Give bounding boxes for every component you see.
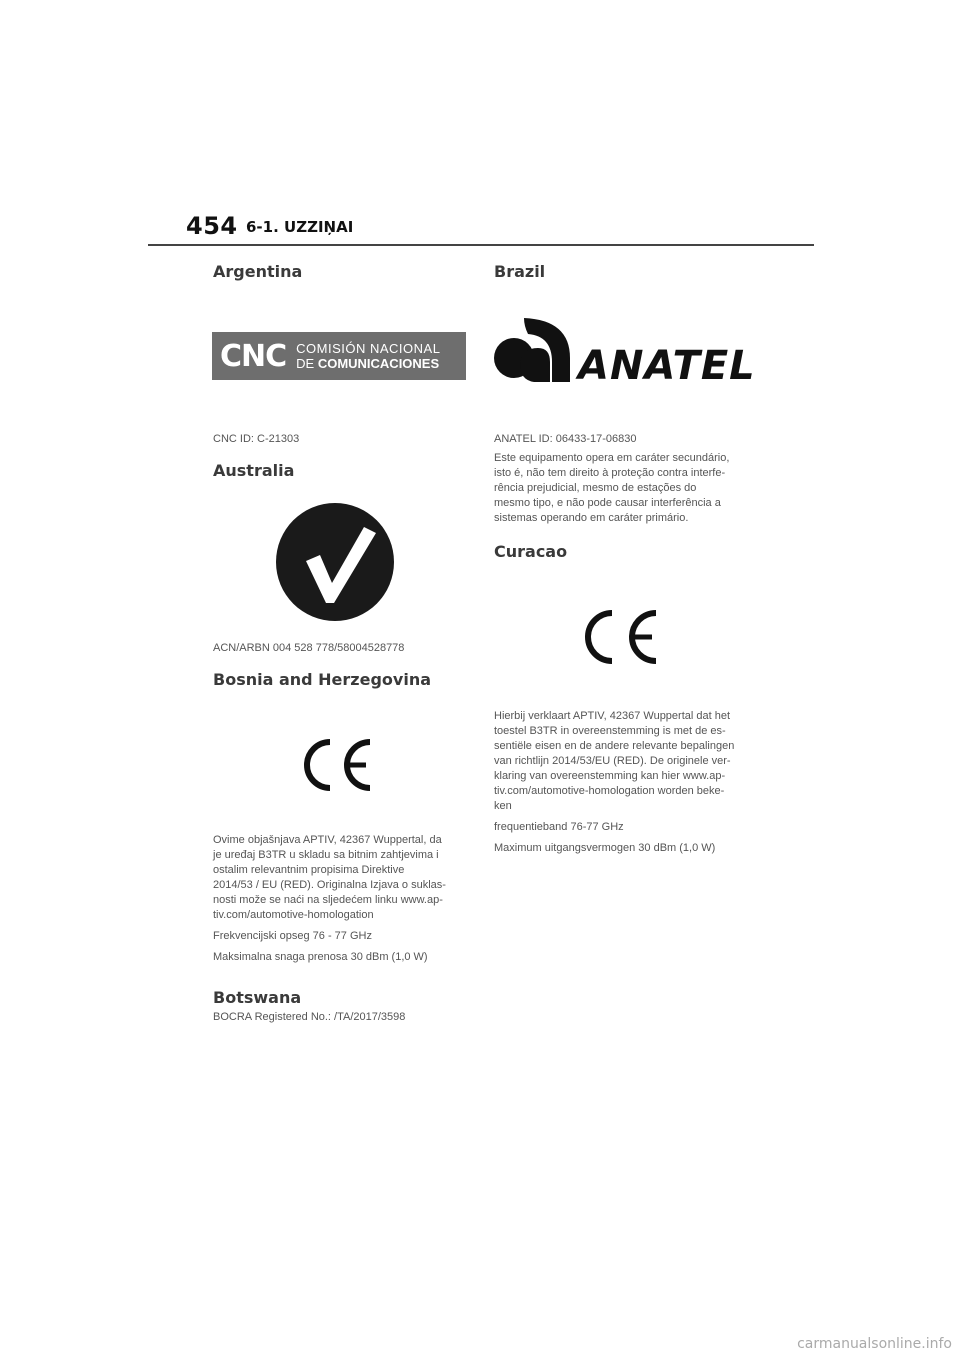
curacao-frequency: frequentieband 76-77 GHz — [494, 821, 624, 833]
bosnia-line: ostalim relevantnim propisima Direktive — [213, 864, 405, 876]
curacao-line: ken — [494, 800, 512, 812]
watermark: carmanualsonline.info — [797, 1336, 952, 1352]
brazil-line: isto é, não tem direito à proteção contra interfe- — [494, 467, 726, 479]
bosnia-frequency: Frekvencijski opseg 76 - 77 GHz — [213, 930, 372, 942]
curacao-line: klaring van overeenstemming kan hier www.ap- — [494, 770, 726, 782]
cnc-logo-mark: CNC — [220, 338, 287, 374]
curacao-line: sentiële eisen en de andere relevante bepalingen — [494, 740, 735, 752]
bosnia-power: Maksimalna snaga prenosa 30 dBm (1,0 W) — [213, 951, 428, 963]
section-title: 6-1. UZZIŅAI — [246, 218, 354, 236]
curacao-declaration — [494, 709, 756, 856]
curacao-line: toestel B3TR in overeenstemming is met de es- — [494, 725, 726, 737]
cnc-id: CNC ID: C-21303 — [213, 433, 300, 445]
header-rule — [148, 244, 814, 246]
ce-mark-icon — [576, 607, 660, 667]
cnc-logo-line2: DE COMUNICACIONES — [296, 356, 440, 371]
brazil-line: mesmo tipo, e não pode causar interferência a — [494, 497, 721, 509]
bosnia-line: nosti može se naći na sljedećem linku www.ap- — [213, 894, 443, 906]
heading-curacao: Curacao — [494, 542, 568, 561]
curacao-power: Maximum uitgangsvermogen 30 dBm (1,0 W) — [494, 842, 716, 854]
brazil-line: rência prejudicial, mesmo de estações do — [494, 482, 697, 494]
bosnia-line: Ovime objašnjava APTIV, 42367 Wuppertal, da — [213, 834, 442, 846]
anatel-id: ANATEL ID: 06433-17-06830 — [494, 433, 637, 445]
brazil-line: sistemas operando em caráter primário. — [494, 512, 689, 524]
anatel-symbol-icon — [494, 318, 570, 382]
bosnia-line: tiv.com/automotive-homologation — [213, 909, 374, 921]
brazil-text — [494, 451, 754, 526]
bosnia-declaration — [213, 833, 473, 965]
curacao-line: Hierbij verklaart APTIV, 42367 Wuppertal dat het — [494, 710, 731, 722]
curacao-line: tiv.com/automotive-homologation worden beke- — [494, 785, 725, 797]
brazil-line: Este equipamento opera em caráter secundário, — [494, 452, 730, 464]
bosnia-line: 2014/53 / EU (RED). Originalna Izjava o suklas- — [213, 879, 446, 891]
bocra-text: BOCRA Registered No.: /TA/2017/3598 — [213, 1011, 406, 1023]
curacao-line: van richtlijn 2014/53/EU (RED). De originele ver- — [494, 755, 731, 767]
heading-argentina: Argentina — [213, 262, 303, 281]
heading-brazil: Brazil — [494, 262, 546, 281]
heading-botswana: Botswana — [213, 988, 302, 1007]
rcm-checkmark-icon — [276, 503, 394, 621]
ce-mark-icon — [296, 736, 374, 794]
page-number: 454 — [186, 212, 238, 240]
cnc-logo — [212, 332, 466, 380]
bosnia-line: je uređaj B3TR u skladu sa bitnim zahtjevima i — [213, 849, 439, 861]
acn-text: ACN/ARBN 004 528 778/58004528778 — [213, 642, 405, 654]
heading-australia: Australia — [213, 461, 295, 480]
heading-bosnia: Bosnia and Herzegovina — [213, 670, 432, 689]
anatel-logo-word: ANATEL — [578, 343, 756, 389]
cnc-logo-text — [296, 341, 440, 371]
cnc-logo-line1: COMISIÓN NACIONAL — [296, 341, 441, 356]
